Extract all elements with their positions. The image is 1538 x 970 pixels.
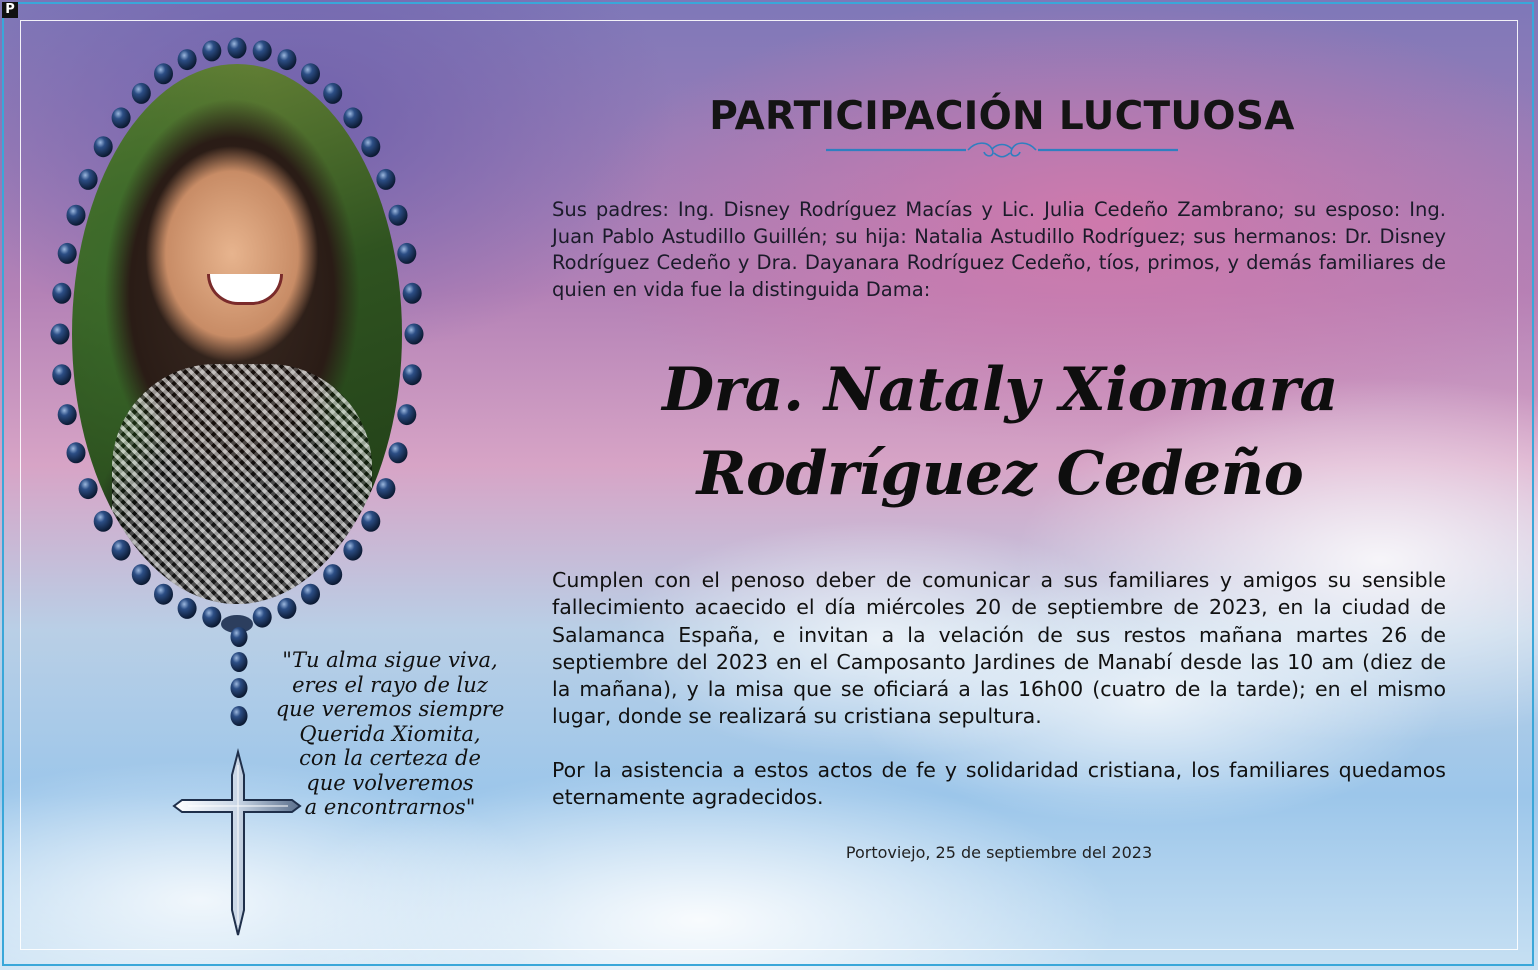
rosary-bead-icon [361, 511, 380, 532]
rosary-bead-icon [389, 442, 408, 463]
rosary-bead-icon [52, 364, 71, 385]
rosary-bead-icon [132, 83, 151, 104]
rosary-bead-icon [58, 404, 77, 425]
deceased-name-line1: Dra. Nataly Xiomara [662, 355, 1338, 425]
rosary-bead-icon [154, 584, 173, 605]
rosary-bead-icon [94, 136, 113, 157]
place-and-date: Portoviejo, 25 de septiembre del 2023 [845, 843, 1153, 862]
closing-paragraph: Por la asistencia a estos actos de fe y solidaridad cristiana, los familiares quedamos eternamente agradecidos. [552, 758, 1446, 810]
rosary-bead-icon [253, 40, 272, 61]
rosary-bead-icon [228, 38, 247, 59]
ornament-divider-icon [826, 141, 1178, 159]
rosary-bead-icon [52, 283, 71, 304]
rosary-bead-icon [253, 607, 272, 628]
rosary-bead-icon [403, 364, 422, 385]
rosary-bead-icon [389, 205, 408, 226]
rosary-bead-icon [58, 243, 77, 264]
rosary-bead-icon [301, 63, 320, 84]
rosary-bead-icon [94, 511, 113, 532]
rosary-bead-icon [277, 598, 296, 619]
rosary-bead-icon [154, 63, 173, 84]
rosary-bead-icon [231, 678, 248, 698]
family-intro: Sus padres: Ing. Disney Rodríguez Macías y Lic. Julia Cedeño Zambrano; su esposo: Ing. Juan Pablo Astudillo Guillén; su hija: Natalia Astudillo Rodríguez; sus hermanos: Dr. Disney Rodríguez Cedeño y Dra. Dayanara Rodríguez Cedeño, tíos, primos, y demás familiares de quien en vida fue la distinguida Dama: [552, 198, 1446, 301]
rosary-bead-icon [202, 607, 221, 628]
rosary-bead-icon [376, 169, 395, 190]
rosary-bead-icon [67, 205, 86, 226]
deceased-name [560, 348, 1440, 516]
rosary-bead-icon [343, 107, 362, 128]
rosary-bead-icon [178, 598, 197, 619]
rosary-bead-icon [178, 49, 197, 70]
rosary-bead-icon [231, 627, 248, 647]
rosary-bead-icon [323, 83, 342, 104]
page-title: PARTICIPACIÓN LUCTUOSA [709, 94, 1295, 139]
rosary-bead-icon [343, 540, 362, 561]
rosary-bead-icon [376, 478, 395, 499]
rosary-beads [51, 38, 424, 727]
rosary-bead-icon [112, 107, 131, 128]
rosary-bead-icon [67, 442, 86, 463]
rosary-bead-icon [403, 283, 422, 304]
rosary-bead-icon [132, 564, 151, 585]
rosary-bead-icon [112, 540, 131, 561]
rosary-bead-icon [231, 706, 248, 726]
rosary-bead-icon [323, 564, 342, 585]
memorial-quote: "Tu alma sigue viva, eres el rayo de luz que veremos siempre Querida Xiomita, con la certeza de que volveremos a encontrarnos" [275, 648, 505, 819]
rosary-bead-icon [361, 136, 380, 157]
rosary-bead-icon [51, 324, 70, 345]
rosary-bead-icon [202, 40, 221, 61]
rosary-bead-icon [231, 652, 248, 672]
corner-badge: P [2, 2, 18, 18]
rosary-bead-icon [79, 478, 98, 499]
rosary-bead-icon [397, 243, 416, 264]
rosary-bead-icon [397, 404, 416, 425]
rosary-bead-icon [301, 584, 320, 605]
announcement-body: Cumplen con el penoso deber de comunicar a sus familiares y amigos su sensible fallecimiento acaecido el día miércoles 20 de septiembre de 2023, en la ciudad de Salamanca España, e invitan a la velación de sus restos mañana martes 26 de septiembre del 2023 en el Camposanto Jardines de Manabí desde las 10 am (diez de la mañana), y la misa que se oficiará a las 16h00 (cuatro de la tarde); en el mismo lugar, donde se realizará su cristiana sepultura. [552, 568, 1446, 729]
rosary-bead-icon [79, 169, 98, 190]
deceased-name-line2: Rodríguez Cedeño [696, 439, 1304, 509]
rosary-bead-icon [405, 324, 424, 345]
rosary-bead-icon [277, 49, 296, 70]
